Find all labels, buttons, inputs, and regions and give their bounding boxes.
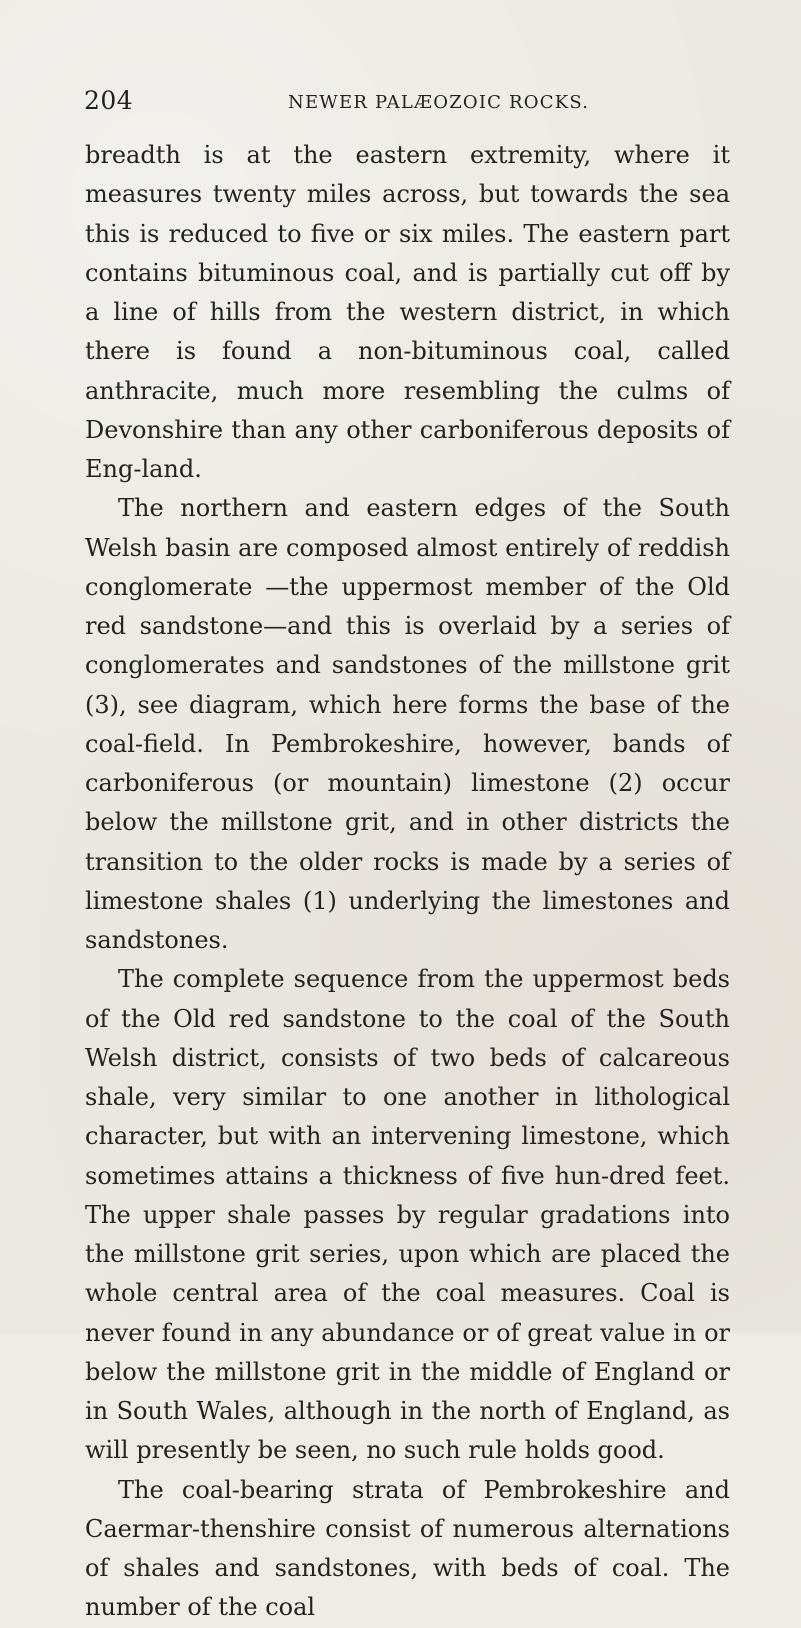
paragraph-complete-sequence: The complete sequence from the uppermost beds of the Old red sandstone to the coal of the South Welsh district, consists of two beds of calcareous shale, very similar to one another in lithological character, but with an intervening limestone, which sometimes attains a thickness of five hun-dred feet. The upper shale passes by regular gradations into the millstone grit series, upon which are placed the whole central area of the coal measures. Coal is never found in any abundance or of great value in or below the millstone grit in the middle of England or in South Wales, although in the north of England, as will presently be seen, no such rule holds good. bbox=[85, 965, 730, 1465]
body-text bbox=[85, 136, 730, 1628]
page-number: 204 bbox=[84, 86, 134, 115]
running-head bbox=[84, 86, 734, 126]
running-title: NEWER PALÆOZOIC ROCKS. bbox=[288, 92, 590, 113]
paragraph-continuation: breadth is at the eastern extremity, where it measures twenty miles across, but towards the sea this is reduced to five or six miles. The eastern part contains bituminous coal, and is partially cut off by a line of hills from the western district, in which there is found a non-bituminous coal, called anthracite, much more resembling the culms of Devonshire than any other carboniferous deposits of Eng-land. bbox=[85, 141, 730, 483]
paragraph-coal-bearing-strata: The coal-bearing strata of Pembrokeshire and Caermar-thenshire consist of numerous alternations of shales and sandstones, with beds of coal. The number of the coal bbox=[85, 1475, 730, 1622]
paragraph-south-welsh-basin: The northern and eastern edges of the South Welsh basin are composed almost entirely of reddish conglomerate —the uppermost member of the Old red sandstone—and this is overlaid by a series of conglomerates and sandstones of the millstone grit (3), see diagram, which here forms the base of the coal-field. In Pembrokeshire, however, bands of carboniferous (or mountain) limestone (2) occur below the millstone grit, and in other districts the transition to the older rocks is made by a series of limestone shales (1) underlying the limestones and sandstones. bbox=[85, 494, 730, 954]
